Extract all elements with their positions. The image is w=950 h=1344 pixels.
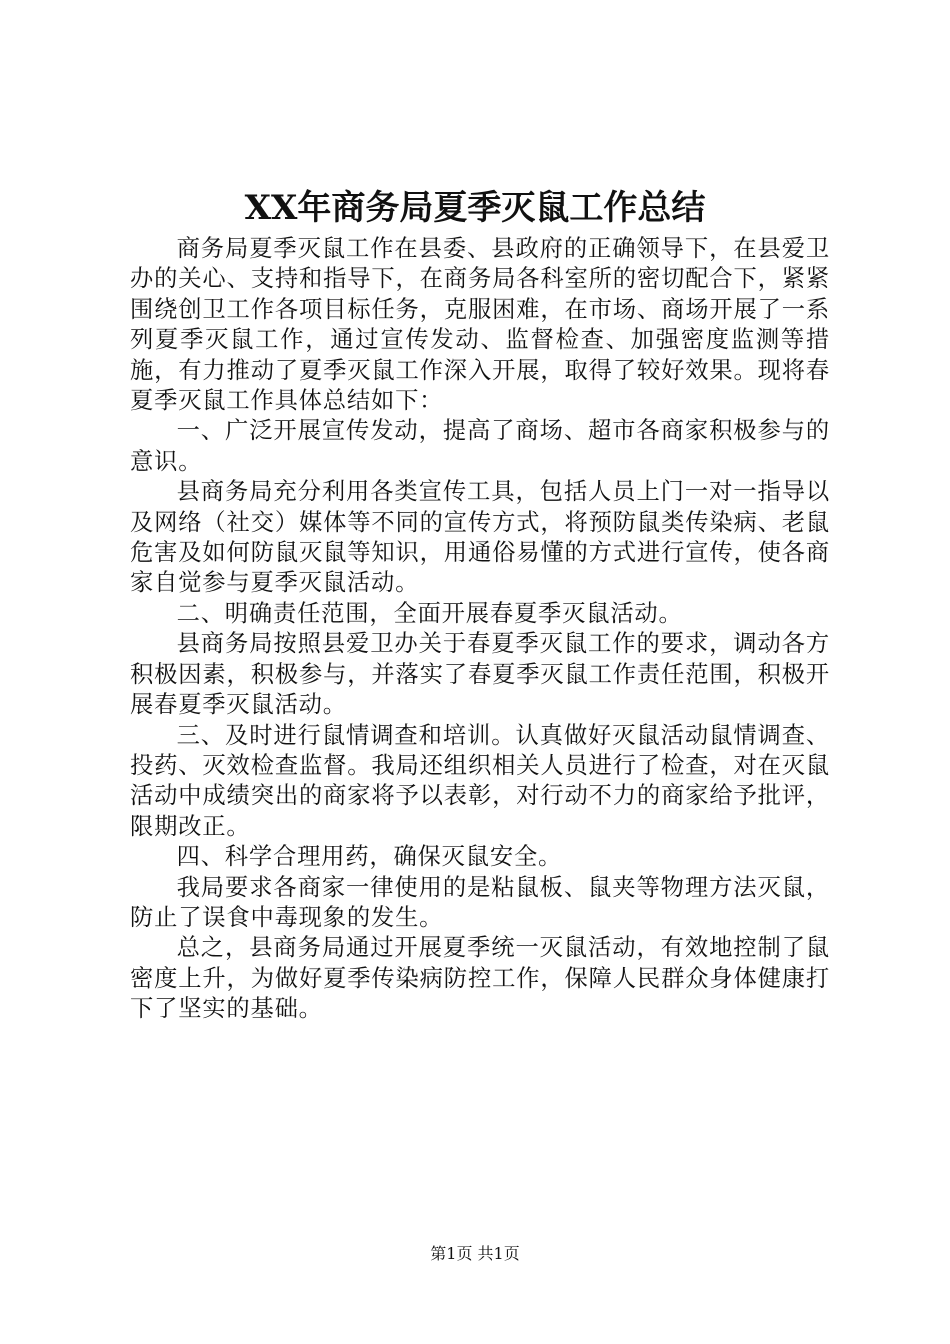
paragraph-section-2: 县商务局按照县爱卫办关于春夏季灭鼠工作的要求，调动各方积极因素，积极参与，并落实了春夏季灭鼠工作责任范围，积极开展春夏季灭鼠活动。	[130, 630, 830, 719]
paragraph-heading-4: 四、科学合理用药，确保灭鼠安全。	[176, 843, 563, 871]
document-body	[130, 234, 830, 1025]
document-title: XX年商务局夏季灭鼠工作总结	[244, 188, 706, 228]
paragraph-heading-2: 二、明确责任范围，全面开展春夏季灭鼠活动。	[176, 599, 683, 627]
page-footer: 第1页 共1页	[430, 1244, 520, 1263]
paragraph-heading-1: 一、广泛开展宣传发动，提高了商场、超市各商家积极参与的意识。	[130, 417, 830, 475]
paragraph-heading-3: 三、及时进行鼠情调查和培训。认真做好灭鼠活动鼠情调查、投药、灭效检查监督。我局还组织相关人员进行了检查，对在灭鼠活动中成绩突出的商家将予以表彰，对行动不力的商家给予批评，限期改正。	[130, 721, 830, 840]
paragraph-intro: 商务局夏季灭鼠工作在县委、县政府的正确领导下，在县爱卫办的关心、支持和指导下，在商务局各科室所的密切配合下，紧紧围绕创卫工作各项目标任务，克服困难，在市场、商场开展了一系列夏季灭鼠工作，通过宣传发动、监督检查、加强密度监测等措施，有力推动了夏季灭鼠工作深入开展，取得了较好效果。现将春夏季灭鼠工作具体总结如下：	[130, 235, 830, 415]
paragraph-section-1: 县商务局充分利用各类宣传工具，包括人员上门一对一指导以及网络（社交）媒体等不同的宣传方式，将预防鼠类传染病、老鼠危害及如何防鼠灭鼠等知识，用通俗易懂的方式进行宣传，使各商家自觉参与夏季灭鼠活动。	[130, 478, 830, 597]
paragraph-section-4: 我局要求各商家一律使用的是粘鼠板、鼠夹等物理方法灭鼠，防止了误食中毒现象的发生。	[130, 873, 830, 931]
paragraph-conclusion: 总之，县商务局通过开展夏季统一灭鼠活动，有效地控制了鼠密度上升，为做好夏季传染病防控工作，保障人民群众身体健康打下了坚实的基础。	[130, 934, 830, 1023]
